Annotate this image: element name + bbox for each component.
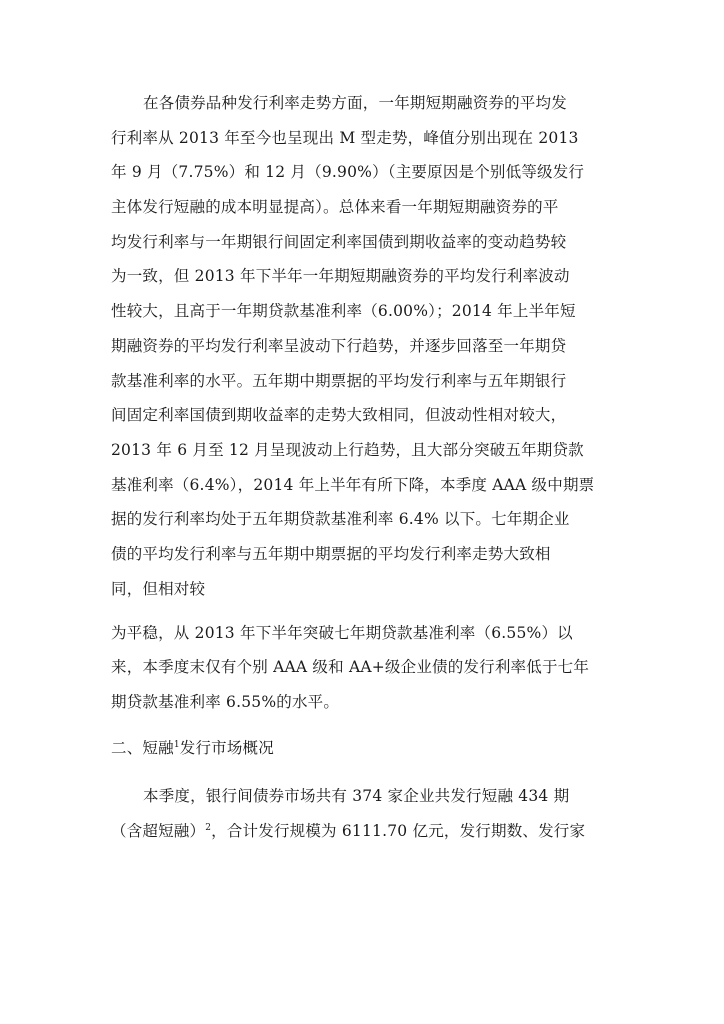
- paragraph-line: 主体发行短融的成本明显提高）。总体来看一年期短期融资券的平: [111, 198, 559, 217]
- paragraph-line: 为一致，但 2013 年下半年一年期短期融资券的平均发行利率波动: [111, 267, 570, 286]
- paragraph-line: 来，本季度末仅有个别 AAA 级和 AA+级企业债的发行利率低于七年: [111, 658, 590, 677]
- paragraph-line: 据的发行利率均处于五年期贷款基准利率 6.4% 以下。七年期企业: [111, 510, 570, 529]
- footnote-marker[interactable]: 1: [173, 739, 180, 750]
- paragraph-continuation: [111, 622, 611, 713]
- document-page: [111, 92, 611, 854]
- paragraph-line: 为平稳，从 2013 年下半年突破七年期贷款基准利率（6.55%）以: [111, 623, 573, 642]
- paragraph-line: 同，但相对较: [111, 579, 206, 598]
- heading-suffix: 发行市场概况: [179, 739, 274, 757]
- paragraph-line: 年 9 月（7.75%）和 12 月（9.90%）（主要原因是个别低等级发行: [111, 163, 585, 182]
- paragraph-line: 间固定利率国债到期收益率的走势大致相同，但波动性相对较大，: [111, 406, 567, 425]
- paragraph-line: 款基准利率的水平。五年期中期票据的平均发行利率与五年期银行: [111, 371, 567, 390]
- paragraph-line: 性较大，且高于一年期贷款基准利率（6.00%）；2014 年上半年短: [111, 302, 576, 321]
- paragraph-line: [111, 820, 611, 842]
- heading-prefix: 二、短融: [111, 739, 174, 757]
- paragraph-line: 期贷款基准利率 6.55%的水平。: [111, 693, 340, 711]
- line-text: （含超短融）: [111, 821, 206, 840]
- paragraph-line: 本季度，银行间债券市场共有 374 家企业共发行短融 434 期: [143, 787, 570, 805]
- paragraph-short-term-issuance: [111, 785, 611, 842]
- paragraph-line: 均发行利率与一年期银行间固定利率国债到期收益率的变动趋势较: [111, 232, 567, 251]
- paragraph-line: 在各债券品种发行利率走势方面，一年期短期融资券的平均发: [143, 94, 567, 112]
- paragraph-bond-rate-trends: [111, 92, 611, 600]
- footnote-marker[interactable]: 2: [205, 822, 212, 833]
- paragraph-line: 期融资券的平均发行利率呈波动下行趋势，并逐步回落至一年期贷: [111, 336, 567, 355]
- paragraph-line: 行利率从 2013 年至今也呈现出 M 型走势，峰值分别出现在 2013: [111, 128, 579, 147]
- paragraph-line: 债的平均发行利率与五年期中期票据的平均发行利率走势大致相: [111, 544, 551, 563]
- line-text: ，合计发行规模为 6111.70 亿元，发行期数、发行家: [211, 821, 586, 840]
- section-heading-text: [111, 737, 611, 759]
- paragraph-line: 基准利率（6.4%），2014 年上半年有所下降，本季度 AAA 级中期票: [111, 475, 595, 494]
- paragraph-line: 2013 年 6 月至 12 月呈现波动上行趋势，且大部分突破五年期贷款: [111, 440, 584, 459]
- section-heading: [111, 737, 611, 759]
